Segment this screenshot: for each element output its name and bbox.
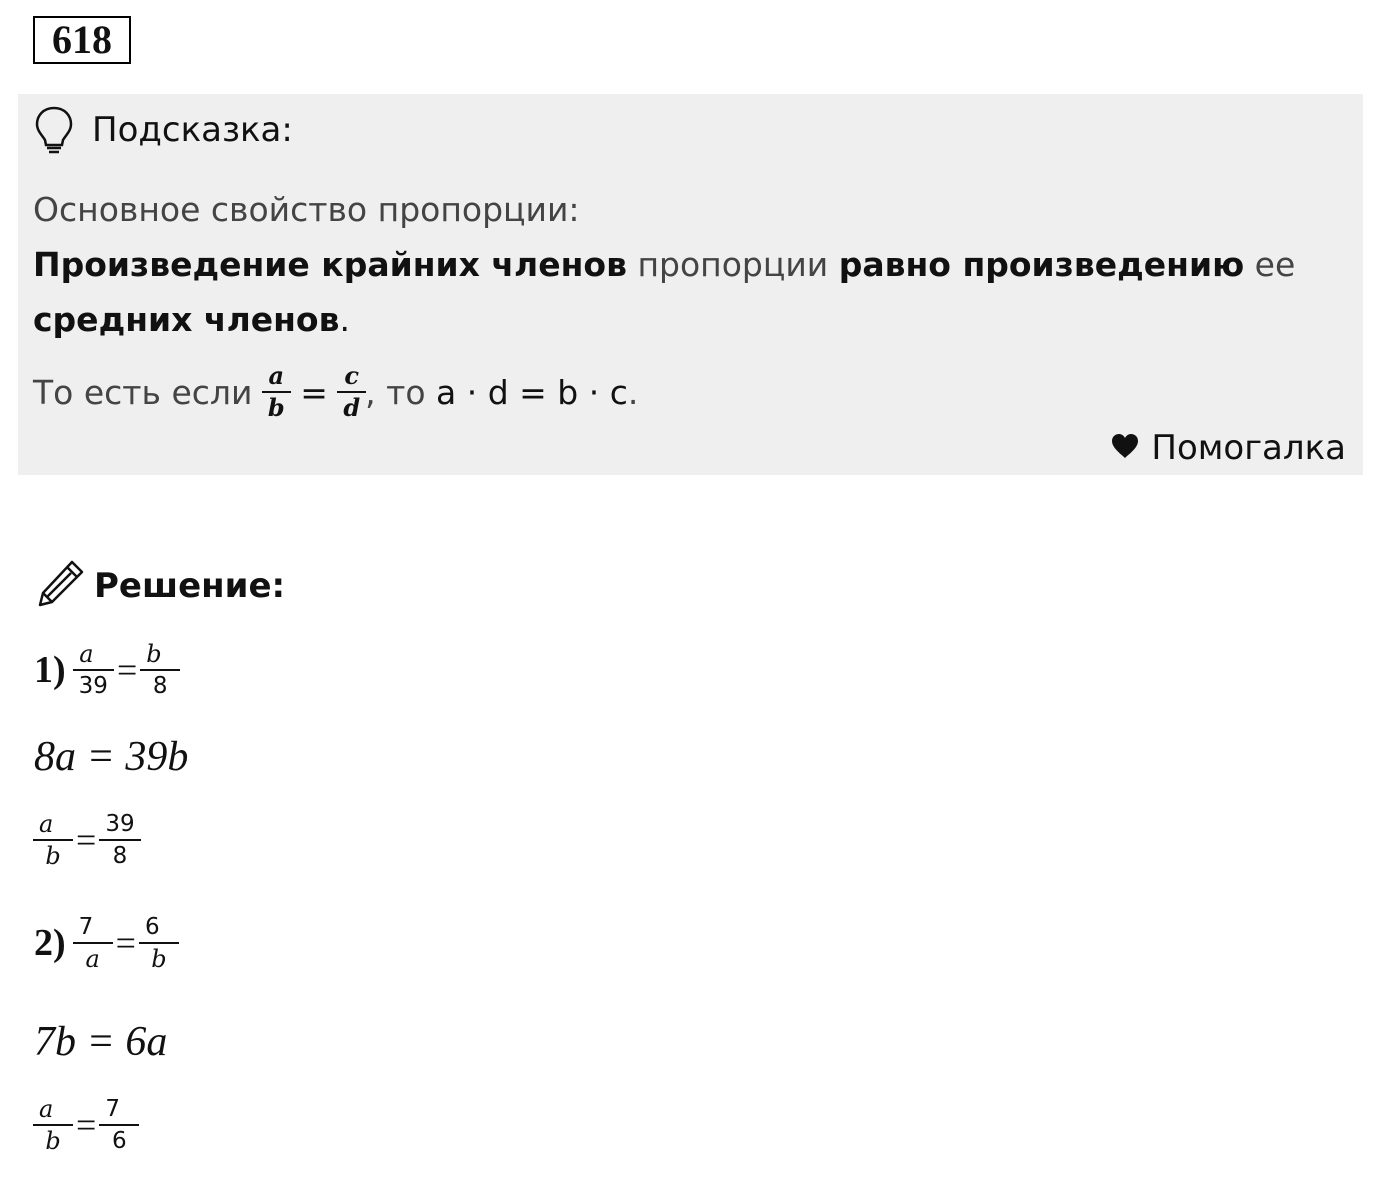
task-number: 618	[33, 16, 131, 64]
fraction-numerator: a	[79, 640, 94, 668]
hint-bold-phrase: равно произведению	[838, 245, 1245, 284]
hint-rule-line	[33, 245, 1295, 284]
footer-label: Помогалка	[1151, 428, 1346, 468]
hint-fraction	[265, 362, 288, 422]
equals-sign: =	[289, 372, 339, 412]
hint-rule-line	[33, 300, 350, 339]
fraction-denominator: 8	[99, 839, 140, 870]
step-2-proportion	[34, 913, 178, 973]
solution-title: Решение:	[94, 565, 286, 606]
fraction-denominator: b	[33, 839, 73, 870]
fraction-numerator: a	[268, 361, 285, 390]
fraction-numerator: a	[39, 1095, 54, 1123]
hint-bold-phrase: средних членов	[33, 300, 340, 339]
hint-formula: a · d = b · c	[436, 372, 628, 412]
fraction	[76, 640, 111, 700]
fraction	[36, 1095, 70, 1155]
fraction-denominator: 39	[73, 669, 114, 700]
hint-title: Подсказка:	[92, 110, 293, 150]
hint-example-line	[33, 362, 638, 422]
hint-text-fragment: ее	[1244, 245, 1296, 284]
equals-sign: =	[116, 650, 138, 690]
fraction-numerator: 39	[105, 811, 135, 837]
step-number: 1)	[34, 649, 66, 691]
fraction-denominator: d	[337, 391, 366, 422]
step-number: 2)	[34, 922, 66, 964]
fraction	[102, 810, 137, 870]
hint-text-fragment: пропорции	[626, 245, 839, 284]
fraction	[143, 640, 177, 700]
fraction	[142, 913, 176, 973]
hint-text-fragment: , то	[365, 372, 437, 412]
fraction-numerator: 7	[78, 914, 94, 940]
equals-sign: =	[76, 1105, 97, 1145]
step-2-result	[34, 1095, 138, 1155]
fraction-denominator: b	[139, 942, 179, 973]
hint-bold-phrase: Произведение крайних членов	[33, 245, 627, 284]
hint-text-fragment: .	[627, 372, 639, 412]
fraction-numerator: b	[146, 640, 162, 668]
hint-header	[34, 106, 293, 154]
fraction-numerator: a	[39, 810, 54, 838]
fraction-numerator: 7	[105, 1096, 120, 1122]
footer-brand	[1111, 428, 1346, 468]
fraction-denominator: 6	[99, 1124, 139, 1155]
fraction	[102, 1095, 136, 1155]
step-1-result	[34, 810, 140, 870]
hint-fraction	[340, 362, 363, 422]
step-1-proportion	[34, 640, 179, 700]
fraction	[36, 810, 70, 870]
pencil-icon	[36, 558, 86, 613]
equals-sign: =	[76, 820, 97, 860]
hint-text-fragment: То есть если	[33, 372, 263, 412]
heart-icon	[1111, 428, 1151, 468]
fraction-denominator: a	[73, 942, 113, 973]
step-1-equation: 8a = 39b	[34, 734, 189, 780]
lightbulb-icon	[34, 105, 74, 155]
equals-sign: =	[115, 923, 136, 963]
hint-text-fragment: .	[339, 300, 350, 339]
step-2-equation: 7b = 6a	[34, 1019, 168, 1065]
hint-rule-intro: Основное свойство пропорции:	[33, 190, 580, 229]
fraction-numerator: 6	[144, 914, 160, 940]
hint-box	[18, 94, 1363, 475]
fraction-numerator: c	[344, 361, 360, 390]
fraction-denominator: 8	[140, 669, 180, 700]
fraction-denominator: b	[33, 1124, 73, 1155]
fraction-denominator: b	[262, 391, 291, 422]
fraction	[76, 913, 110, 973]
solution-header	[36, 558, 285, 613]
